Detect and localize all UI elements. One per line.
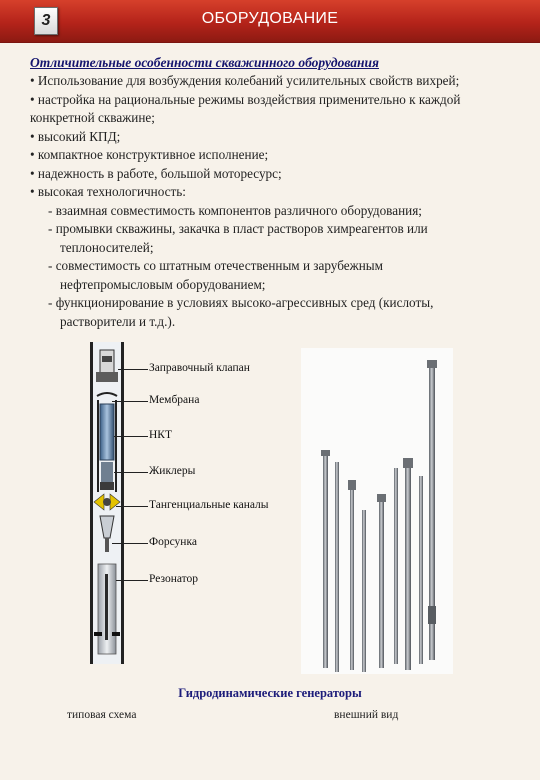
feature-line: теплоносителей;	[60, 239, 154, 255]
feature-line: нефтепромысловым оборудованием;	[60, 276, 266, 292]
label-jets: Жиклеры	[149, 465, 196, 477]
figure-caption: Гидродинамические генераторы	[178, 686, 362, 700]
casing-wall-left	[90, 342, 93, 664]
rod-3	[348, 480, 356, 670]
feature-line: • надежность в работе, большой моторесурс;	[30, 165, 282, 181]
header-title: ОБОРУДОВАНИЕ	[201, 10, 339, 27]
nkt-tube	[100, 404, 114, 460]
label-nozzle: Форсунка	[149, 536, 197, 548]
nozzle-tip	[105, 538, 109, 552]
rod-8	[419, 476, 423, 664]
section-title: Отличительные особенности скважинного оборудования	[30, 55, 379, 70]
feature-line: - функционирование в условиях высоко-агрессивных сред (кислоты,	[48, 295, 434, 310]
resonator-mark-2	[112, 632, 120, 636]
valve-seat	[96, 372, 118, 382]
feature-line: - взаимная совместимость компонентов различного оборудования;	[48, 202, 422, 218]
rod-2	[335, 462, 339, 672]
caption-schematic: типовая схема	[67, 709, 137, 721]
generators-photo	[301, 348, 453, 674]
leader-membrane	[112, 401, 148, 402]
feature-line: • Использование для возбуждения колебаний усилительных свойств вихрей;	[30, 73, 460, 88]
generator-schematic	[88, 342, 138, 664]
resonator-slot	[105, 574, 108, 640]
channel-center	[103, 498, 111, 506]
leader-channels	[116, 506, 148, 507]
rod-1	[321, 450, 330, 668]
inner-wall-right	[115, 400, 117, 492]
leader-valve	[118, 369, 148, 370]
label-membrane: Мембрана	[149, 394, 200, 406]
label-resonator: Резонатор	[149, 573, 199, 585]
leader-nozzle	[112, 543, 148, 544]
casing-wall-right	[121, 342, 124, 664]
rod-6	[394, 468, 398, 664]
resonator-mark-1	[94, 632, 102, 636]
leader-resonator	[116, 580, 148, 581]
feature-line: растворители и т.д.).	[60, 313, 176, 329]
header-bar	[0, 0, 540, 43]
feature-line: • компактное конструктивное исполнение;	[30, 147, 269, 162]
feature-line: • настройка на рациональные режимы воздействия применительно к каждой	[30, 91, 461, 107]
leader-jets	[114, 472, 148, 473]
inner-wall-left	[97, 400, 99, 492]
feature-line: конкретной скважине;	[30, 110, 155, 125]
label-tangential-channels: Тангенциальные каналы	[149, 499, 269, 511]
label-nkt: НКТ	[149, 429, 172, 441]
rod-4	[362, 510, 366, 672]
feature-line: - совместимость со штатным отечественным и зарубежным	[48, 258, 383, 273]
jets-plate	[100, 482, 114, 490]
rod-9	[427, 360, 437, 660]
page-number: 3	[34, 7, 58, 35]
jets-block	[101, 462, 113, 482]
feature-list	[30, 72, 510, 331]
feature-line: - промывки скважины, закачка в пласт растворов химреагентов или	[48, 221, 428, 236]
valve-core	[102, 356, 112, 362]
rod-5	[377, 494, 386, 668]
caption-photo: внешний вид	[334, 709, 399, 721]
feature-line: • высокий КПД;	[30, 128, 121, 144]
rod-7	[403, 458, 413, 670]
label-filling-valve: Заправочный клапан	[149, 362, 250, 374]
feature-line: • высокая технологичность:	[30, 184, 186, 199]
leader-nkt	[114, 436, 148, 437]
